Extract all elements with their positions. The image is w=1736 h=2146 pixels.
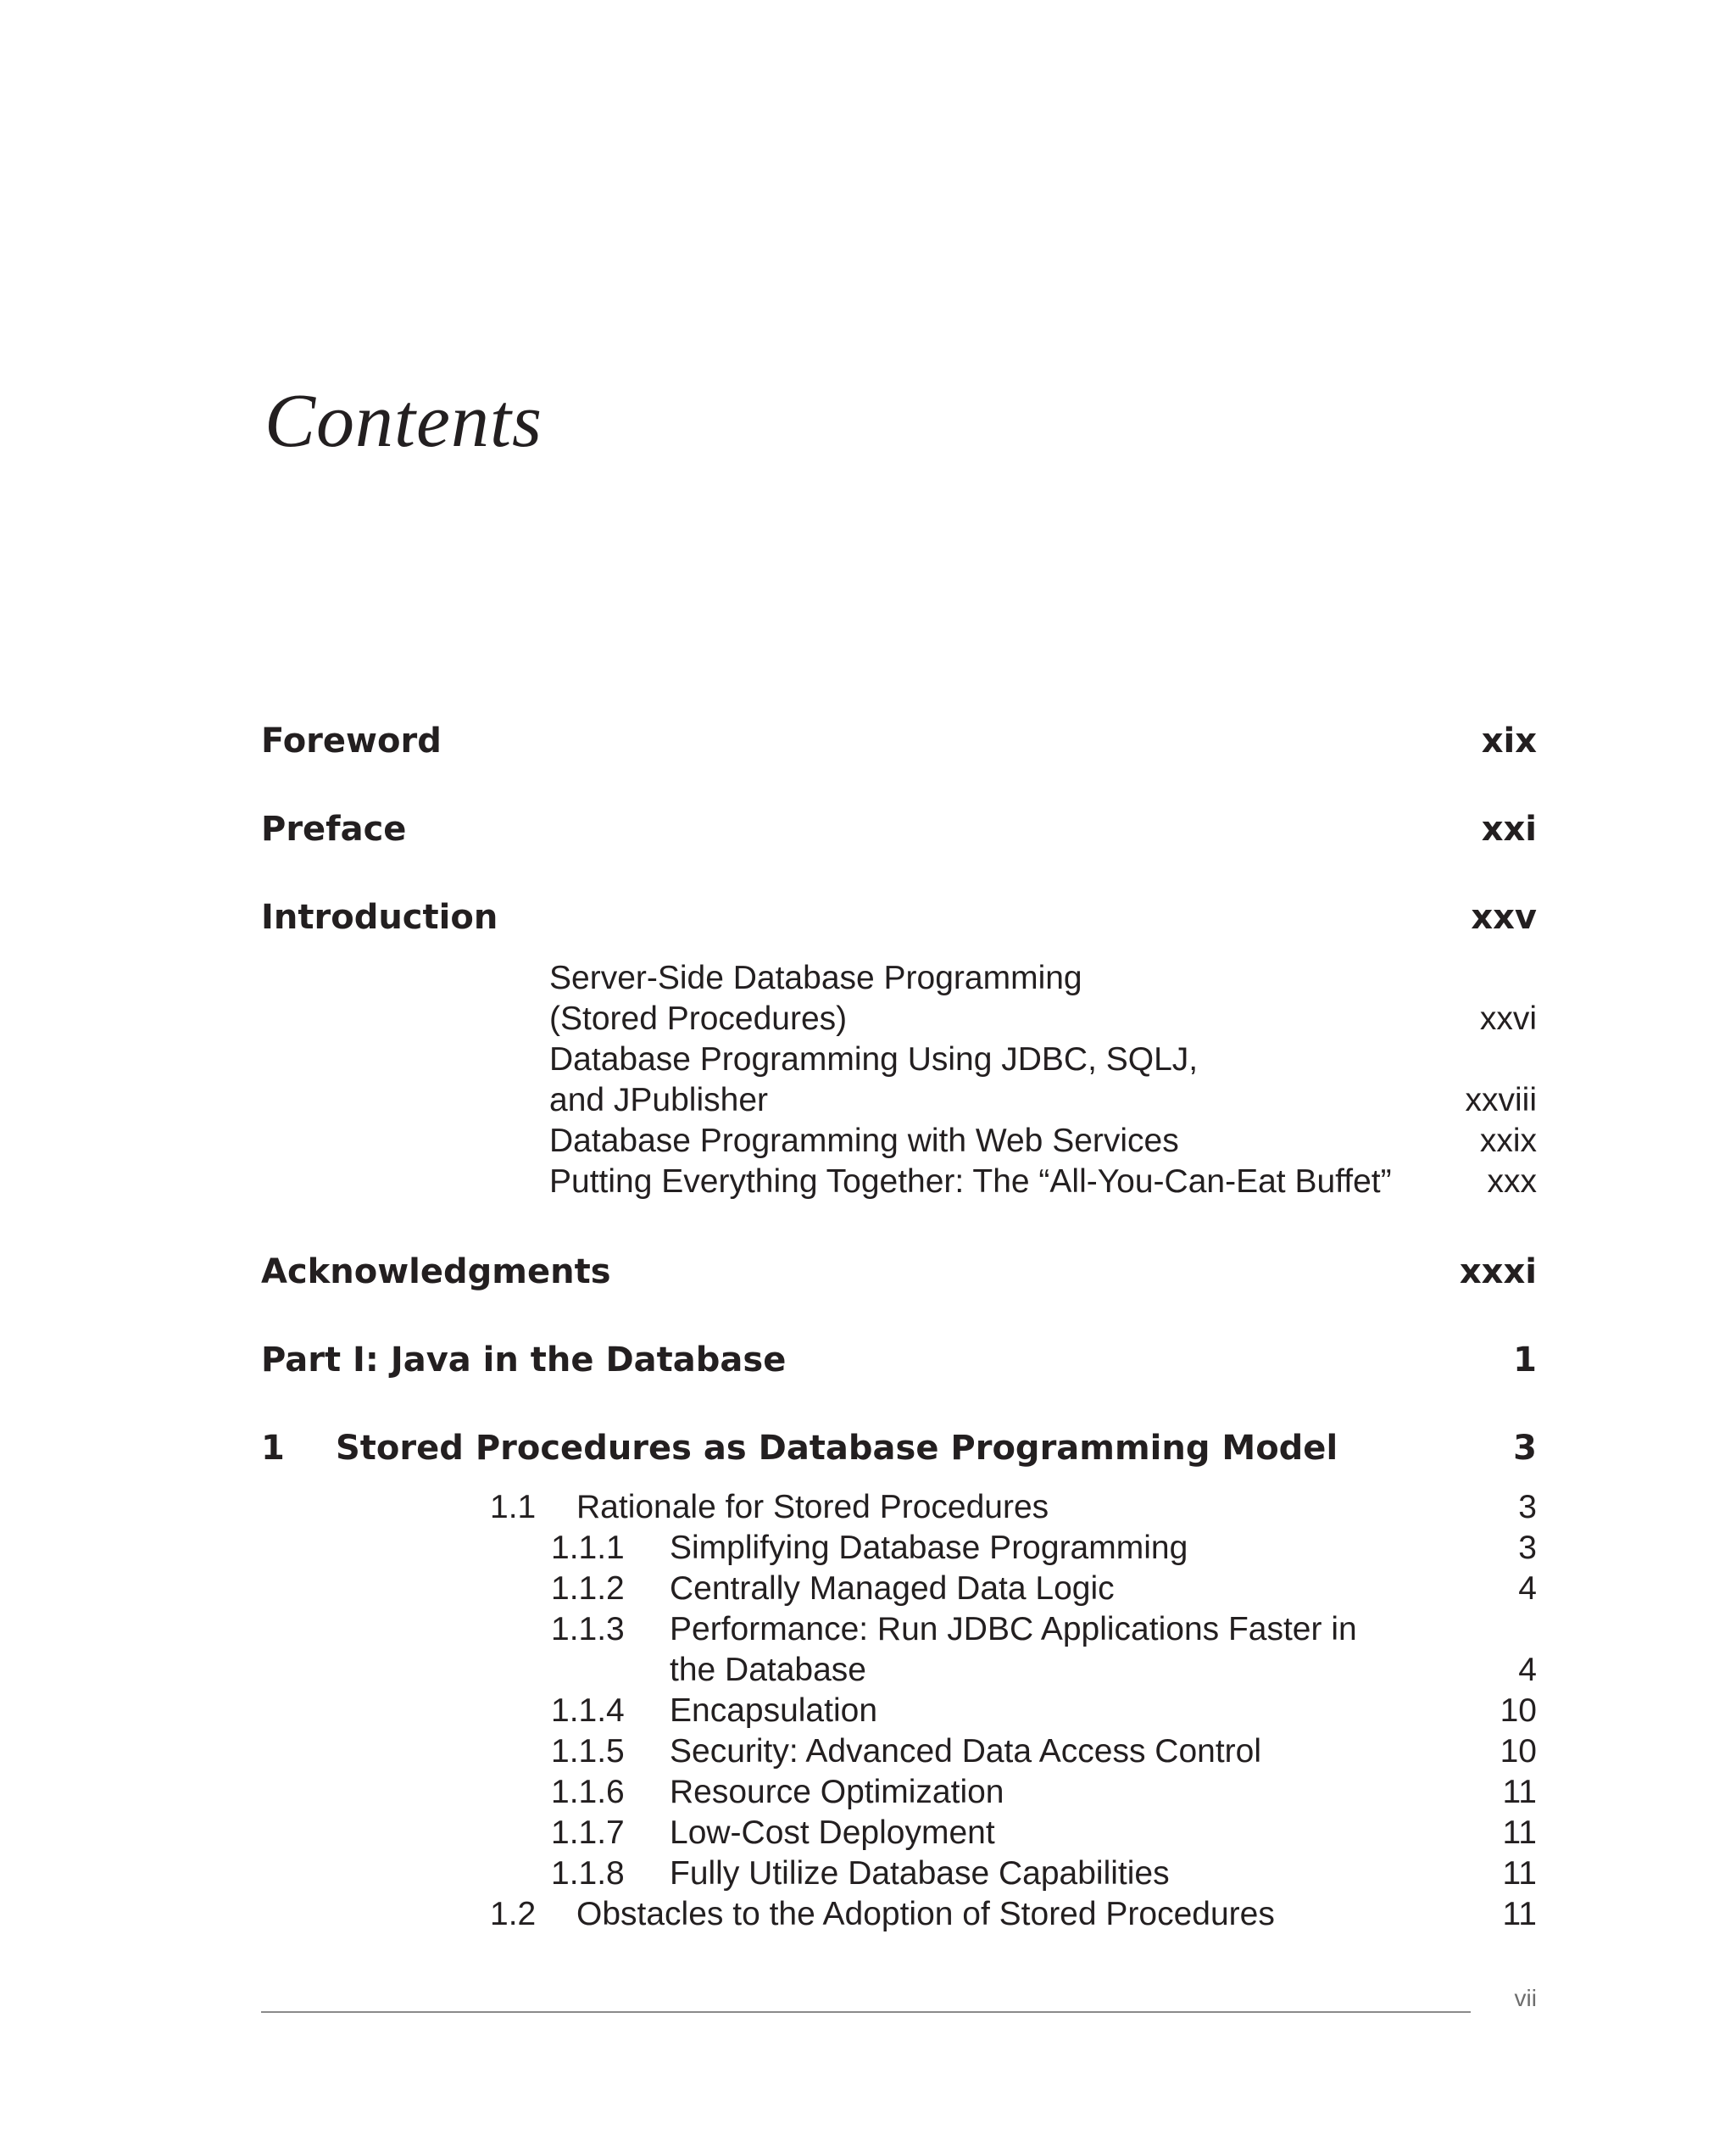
section-number: 1.1 <box>490 1489 537 1525</box>
toc-section <box>261 1894 1537 1935</box>
section-page: 11 <box>1502 1774 1537 1810</box>
entry-label: Putting Everything Together: The “All-You-Can-Eat Buffet” <box>549 1163 1392 1200</box>
section-number: 1.1.1 <box>551 1530 625 1566</box>
toc-subsection <box>261 1772 1537 1813</box>
toc-subsection <box>261 1569 1537 1609</box>
toc-subsection <box>261 1609 1537 1650</box>
page-title: Contents <box>264 379 543 463</box>
entry-label: Database Programming with Web Services <box>549 1123 1179 1159</box>
entry-page: 3 <box>1513 1429 1537 1468</box>
section-label: Fully Utilize Database Capabilities <box>670 1855 1170 1892</box>
section-label: Simplifying Database Programming <box>670 1530 1188 1566</box>
toc-subentry <box>261 958 1537 999</box>
section-page: 4 <box>1518 1652 1537 1688</box>
entry-page: xxvi <box>1479 1001 1537 1037</box>
toc-subsection <box>261 1853 1537 1894</box>
section-number: 1.1.3 <box>551 1611 625 1647</box>
section-page: 3 <box>1518 1489 1537 1525</box>
section-page: 11 <box>1502 1896 1537 1932</box>
entry-page: xxv <box>1471 898 1537 937</box>
section-label: Centrally Managed Data Logic <box>670 1570 1115 1607</box>
page-folio: vii <box>1514 1985 1537 2011</box>
entry-page: xxviii <box>1465 1082 1537 1118</box>
entry-label: Acknowledgments <box>261 1252 611 1291</box>
section-page: 3 <box>1518 1530 1537 1566</box>
toc-subsection <box>261 1731 1537 1772</box>
section-number: 1.1.2 <box>551 1570 625 1607</box>
entry-label: Introduction <box>261 898 498 937</box>
entry-page: xxi <box>1481 810 1537 849</box>
entry-label-continued: (Stored Procedures) <box>549 1001 848 1037</box>
section-number: 1.1.8 <box>551 1855 625 1892</box>
entry-page: xix <box>1481 722 1537 761</box>
section-number: 1.2 <box>490 1896 537 1932</box>
toc-subsection-continued <box>261 1650 1537 1691</box>
toc-entry-acknowledgments <box>261 1250 1537 1294</box>
section-label-continued: the Database <box>670 1652 867 1688</box>
toc-section <box>261 1487 1537 1528</box>
footer-rule <box>261 2011 1471 2013</box>
section-label: Obstacles to the Adoption of Stored Procedures <box>576 1896 1275 1932</box>
toc-subsection <box>261 1691 1537 1731</box>
section-label: Rationale for Stored Procedures <box>576 1489 1049 1525</box>
toc-subentry <box>261 1040 1537 1080</box>
section-page: 10 <box>1500 1733 1537 1770</box>
toc-subentry <box>261 1121 1537 1162</box>
section-label: Resource Optimization <box>670 1774 1004 1810</box>
entry-page: 1 <box>1513 1341 1537 1380</box>
section-page: 10 <box>1500 1692 1537 1729</box>
section-page: 11 <box>1502 1814 1537 1851</box>
section-number: 1.1.4 <box>551 1692 625 1729</box>
section-number: 1.1.5 <box>551 1733 625 1770</box>
section-number: 1.1.6 <box>551 1774 625 1810</box>
entry-page: xxx <box>1487 1163 1537 1200</box>
toc-subsection <box>261 1528 1537 1569</box>
section-label: Performance: Run JDBC Applications Faster in <box>670 1611 1357 1647</box>
toc-entry-introduction <box>261 895 1537 939</box>
toc-subsection <box>261 1813 1537 1853</box>
toc-subentry <box>261 1080 1537 1121</box>
section-label: Low-Cost Deployment <box>670 1814 995 1851</box>
section-label: Security: Advanced Data Access Control <box>670 1733 1262 1770</box>
chapter-number: 1 <box>261 1429 285 1468</box>
entry-label: Database Programming Using JDBC, SQLJ, <box>549 1041 1199 1078</box>
section-label: Encapsulation <box>670 1692 878 1729</box>
toc-entry-chapter <box>261 1426 1537 1470</box>
toc-entry-part <box>261 1338 1537 1382</box>
entry-label: Server-Side Database Programming <box>549 960 1082 996</box>
entry-page: xxix <box>1479 1123 1537 1159</box>
toc-subentry <box>261 999 1537 1040</box>
entry-label: Foreword <box>261 722 442 761</box>
entry-page: xxxi <box>1459 1252 1537 1291</box>
toc-entry-foreword <box>261 719 1537 763</box>
toc-subentry <box>261 1162 1537 1202</box>
entry-label-continued: and JPublisher <box>549 1082 768 1118</box>
toc-entry-preface <box>261 807 1537 851</box>
entry-label: Stored Procedures as Database Programming Model <box>336 1429 1338 1468</box>
entry-label: Part I: Java in the Database <box>261 1341 787 1380</box>
entry-label: Preface <box>261 810 407 849</box>
section-page: 4 <box>1518 1570 1537 1607</box>
section-page: 11 <box>1502 1855 1537 1892</box>
section-number: 1.1.7 <box>551 1814 625 1851</box>
